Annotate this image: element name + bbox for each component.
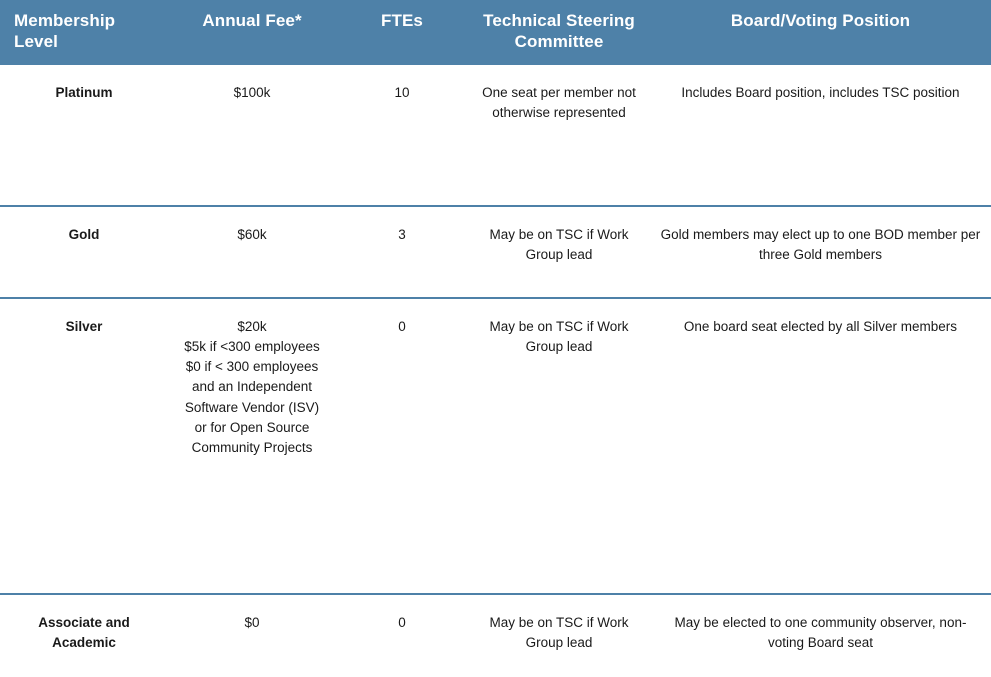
column-header-ftes: FTEs bbox=[336, 0, 468, 65]
fee-line: $0 if < 300 employees and an Independent Software Vendor (ISV) or for Open Source Community Projects bbox=[184, 359, 320, 455]
cell-annual-fee bbox=[168, 65, 336, 206]
cell-board-position: May be elected to one community observer, non-voting Board seat bbox=[674, 614, 967, 650]
table-header bbox=[0, 0, 991, 65]
cell-annual-fee bbox=[168, 594, 336, 677]
fee-line: $0 bbox=[244, 614, 260, 630]
column-header-annual-fee: Annual Fee* bbox=[168, 0, 336, 65]
cell-tsc: May be on TSC if Work Group lead bbox=[468, 298, 650, 594]
fee-line: $5k if <300 employees bbox=[184, 338, 320, 354]
column-header-board-voting-position: Board/Voting Position bbox=[650, 0, 991, 65]
cell-membership-level: Silver bbox=[0, 298, 168, 594]
table-row bbox=[0, 298, 991, 594]
fee-line: $60k bbox=[237, 226, 267, 242]
table-row bbox=[0, 65, 991, 206]
cell-membership-level: Gold bbox=[0, 206, 168, 298]
cell-annual-fee bbox=[168, 298, 336, 594]
cell-tsc: May be on TSC if Work Group lead bbox=[468, 206, 650, 298]
fee-line: $20k bbox=[237, 318, 267, 334]
cell-board-position: Gold members may elect up to one BOD member per three Gold members bbox=[650, 206, 991, 298]
cell-ftes: 0 bbox=[398, 614, 406, 630]
cell-board-position: One board seat elected by all Silver members bbox=[650, 298, 991, 594]
cell-annual-fee bbox=[168, 206, 336, 298]
cell-ftes: 3 bbox=[336, 206, 468, 298]
cell-ftes: 0 bbox=[336, 298, 468, 594]
column-header-technical-steering-committee: Technical Steering Committee bbox=[468, 0, 650, 65]
fee-line: $100k bbox=[233, 84, 271, 100]
table-row bbox=[0, 206, 991, 298]
cell-membership-level: Associate and Academic bbox=[38, 614, 130, 650]
cell-membership-level: Platinum bbox=[0, 65, 168, 206]
cell-board-position: Includes Board position, includes TSC position bbox=[650, 65, 991, 206]
cell-tsc: May be on TSC if Work Group lead bbox=[489, 614, 629, 650]
cell-ftes: 10 bbox=[336, 65, 468, 206]
table-body bbox=[0, 65, 991, 677]
cell-tsc: One seat per member not otherwise represented bbox=[468, 65, 650, 206]
header-row bbox=[0, 0, 991, 65]
column-header-membership-level: Membership Level bbox=[0, 0, 168, 65]
table-row bbox=[0, 594, 991, 677]
